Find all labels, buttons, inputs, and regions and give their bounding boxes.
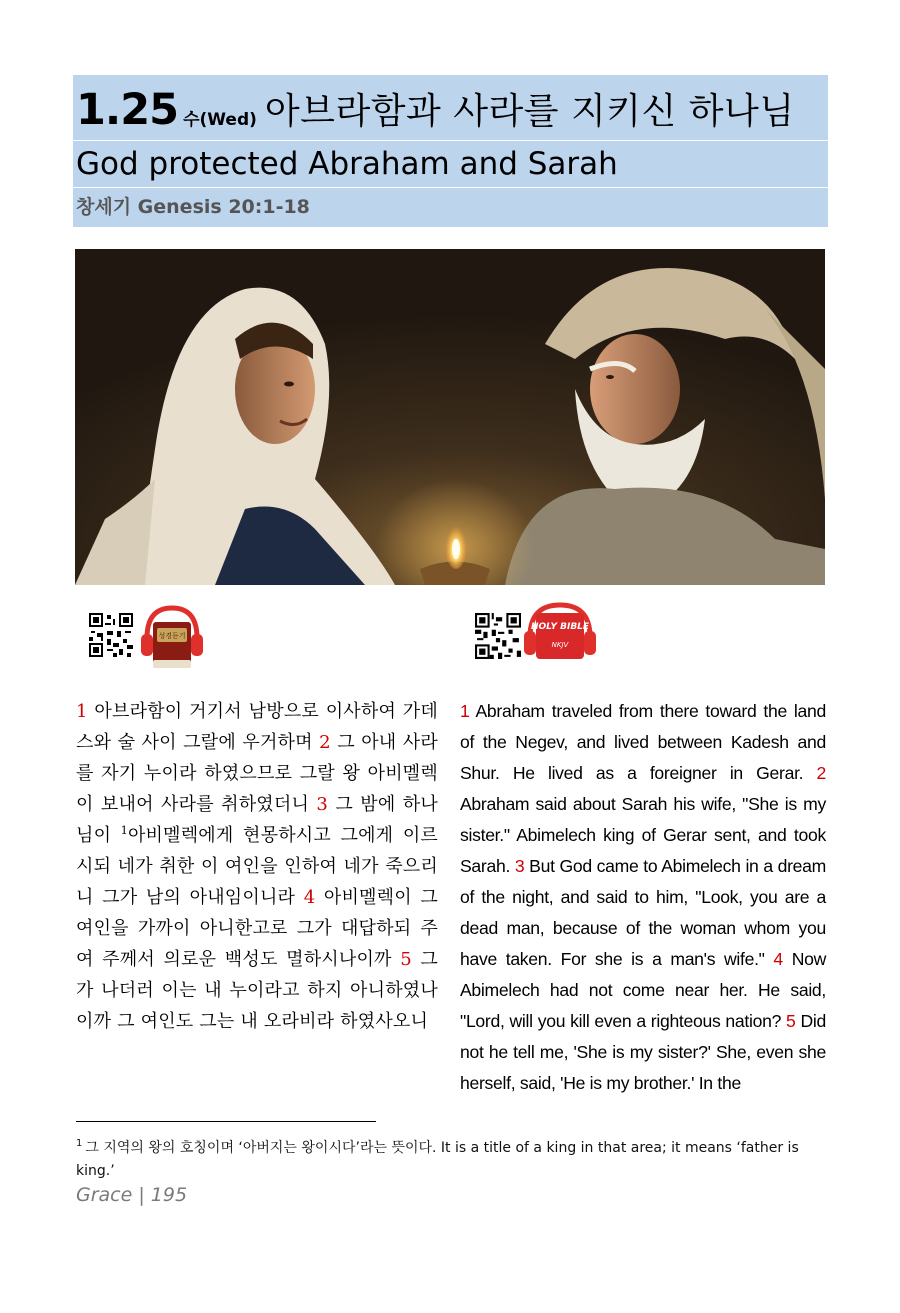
english-audio-bible-icon[interactable]: [524, 601, 596, 667]
footnote-text: 그 지역의 왕의 호칭이며 ‘아버지는 왕이시다’라는 뜻이다. It is a title of a king in that area; it means ‘father is king.’: [76, 1140, 799, 1179]
title-block: [73, 75, 828, 228]
footnote: [76, 1137, 806, 1183]
verse-text: 아비멜렉이 그 여인을 가까이 아니한고로 그가 대답하되 주여 주께서 의로운 백성도 멸하시나이까: [76, 887, 439, 970]
nkjv-label: NKJV: [551, 641, 569, 649]
illustration-photo: [75, 249, 825, 585]
verse-text: Abraham traveled from there toward the land of the Negev, and lived between Kadesh and Shur. He lived as a foreigner in Gerar.: [460, 701, 826, 783]
verse-number: 4: [303, 887, 316, 908]
korean-title: 아브라함과 사라를 지키신 하나님: [264, 91, 795, 132]
title-row: [73, 75, 828, 141]
qr-code-icon: [475, 613, 521, 659]
verse-text: 그 아내 사라를 자기 누이라 하였으므로 그랄 왕 아비멜렉이 보내어 사라를 취하였더니: [76, 732, 438, 815]
verse-number: 2: [319, 732, 331, 753]
footnote-divider: [76, 1121, 376, 1122]
verse-text: 아비멜렉에게 현몽하시고 그에게 이르시되 네가 취한 이 여인을 인하여 네가 죽으리니 그가 남의 아내임이니라: [76, 825, 438, 908]
verse-number: 3: [316, 794, 329, 815]
verse-text: Now Abimelech had not come near her. He said, "Lord, will you kill even a righteous nation?: [460, 949, 826, 1031]
footnote-mark: 1: [76, 1138, 83, 1150]
english-scripture-column: [460, 696, 826, 1099]
qr-code-korean-audio[interactable]: [89, 613, 133, 657]
verse-text: Abraham said about Sarah his wife, "She is my sister." Abimelech king of Gerar sent, and took Sarah.: [460, 794, 826, 876]
verse-number: 1: [460, 701, 470, 721]
verse-text: Did not he tell me, 'She is my sister?' She, even she herself, said, 'He is my brother.' In the: [460, 1011, 826, 1093]
verse-text: But God came to Abimelech in a dream of the night, and said to him, "Look, you are a dead man, because of the woman whom you have taken. For she is a man's wife.": [460, 856, 827, 969]
verse-number: 5: [400, 949, 412, 970]
page-footer: Grace | 195: [76, 1184, 188, 1206]
footnote-reference[interactable]: 1: [120, 824, 128, 837]
verse-number: 4: [773, 949, 783, 969]
verse-number: 5: [786, 1011, 796, 1031]
korean-audio-bible-icon[interactable]: [139, 604, 205, 676]
verse-text: 그가 나더러 이는 내 누이라고 하지 아니하였나이까 그 여인도 그는 내 오라비라 하였사오니: [76, 949, 439, 1032]
verse-number: 1: [76, 701, 88, 722]
day-of-week: 수(Wed): [183, 110, 257, 130]
qr-code-icon: [89, 613, 133, 657]
verse-text: 그 밤에 하나님이: [76, 794, 438, 846]
verse-text: 아브라함이 거기서 남방으로 이사하여 가데스와 술 사이 그랄에 우거하며: [76, 701, 438, 753]
date-number: 1.25: [76, 85, 179, 135]
holy-bible-label: HOLY BIBLE: [530, 622, 590, 632]
english-title: God protected Abraham and Sarah: [73, 141, 828, 188]
qr-code-english-audio[interactable]: [475, 613, 519, 657]
verse-number: 2: [816, 763, 826, 783]
korean-book-label: 성경듣기: [158, 632, 186, 640]
verse-number: 3: [514, 856, 525, 876]
korean-scripture-column: [76, 696, 438, 1037]
abraham-sarah-image: [75, 249, 825, 585]
scripture-reference: 창세기 Genesis 20:1-18: [73, 188, 828, 228]
